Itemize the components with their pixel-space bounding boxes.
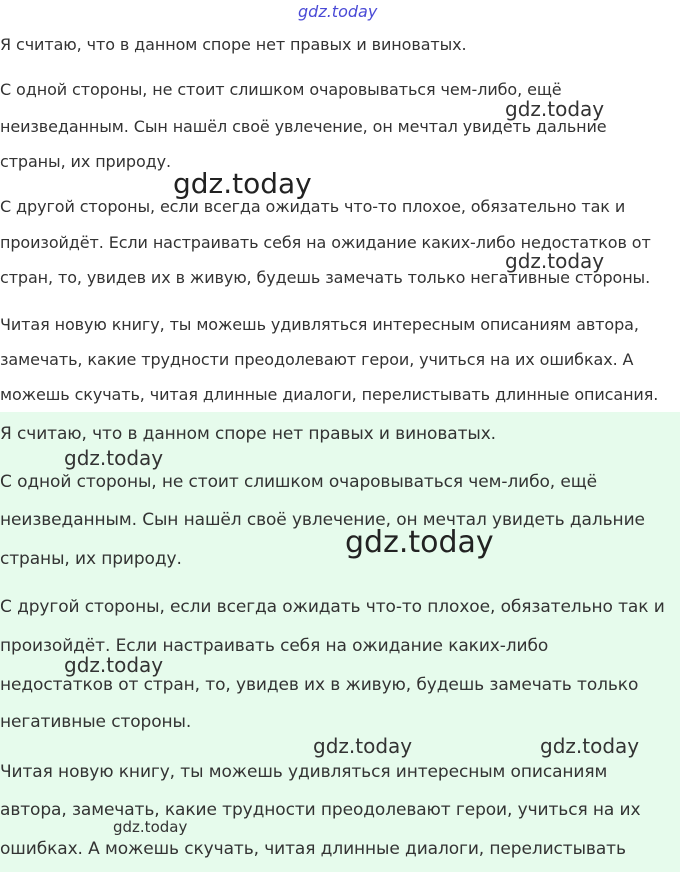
top-line-4: страны, их природу. xyxy=(0,152,171,171)
watermark-top: gdz.today xyxy=(298,2,378,21)
top-line-7: стран, то, увидев их в живую, будешь замечать только негативные стороны. xyxy=(0,268,651,287)
bottom-line-2: С одной стороны, не стоит слишком очаровываться чем-либо, ещё xyxy=(0,472,598,492)
bottom-line-8: негативные стороны. xyxy=(0,712,192,732)
watermark: gdz.today xyxy=(540,734,640,758)
bottom-text-block xyxy=(0,412,680,872)
bottom-line-6: произойдёт. Если настраивать себя на ожидание каких-либо xyxy=(0,636,549,656)
bottom-line-1: Я считаю, что в данном споре нет правых и виноватых. xyxy=(0,424,496,444)
watermark: gdz.today xyxy=(173,167,312,200)
top-line-3: неизведанным. Сын нашёл своё увлечение, он мечтал увидеть дальние xyxy=(0,117,607,136)
watermark: gdz.today xyxy=(505,97,605,121)
top-line-2: С одной стороны, не стоит слишком очаровываться чем-либо, ещё xyxy=(0,80,562,99)
bottom-line-4: страны, их природу. xyxy=(0,549,182,569)
bottom-line-3: неизведанным. Сын нашёл своё увлечение, он мечтал увидеть дальние xyxy=(0,510,645,530)
top-line-1: Я считаю, что в данном споре нет правых и виноватых. xyxy=(0,35,467,54)
bottom-line-11: ошибках. А можешь скучать, читая длинные диалоги, перелистывать xyxy=(0,839,626,859)
bottom-line-7: недостатков от стран, то, увидев их в живую, будешь замечать только xyxy=(0,675,639,695)
watermark: gdz.today xyxy=(113,818,188,836)
top-line-6: произойдёт. Если настраивать себя на ожидание каких-либо недостатков от xyxy=(0,233,651,252)
top-line-8: Читая новую книгу, ты можешь удивляться интересным описаниям автора, xyxy=(0,315,639,334)
watermark: gdz.today xyxy=(64,446,164,470)
watermark: gdz.today xyxy=(505,249,605,273)
top-text-block xyxy=(0,0,680,412)
bottom-line-10: автора, замечать, какие трудности преодолевают герои, учиться на их xyxy=(0,800,641,820)
top-line-10: можешь скучать, читая длинные диалоги, перелистывать длинные описания. xyxy=(0,385,659,404)
watermark: gdz.today xyxy=(64,653,164,677)
bottom-line-5: С другой стороны, если всегда ожидать что-то плохое, обязательно так и xyxy=(0,597,665,617)
watermark: gdz.today xyxy=(345,525,494,560)
watermark: gdz.today xyxy=(313,734,413,758)
top-line-9: замечать, какие трудности преодолевают герои, учиться на их ошибках. А xyxy=(0,350,634,369)
top-line-5: С другой стороны, если всегда ожидать что-то плохое, обязательно так и xyxy=(0,197,626,216)
bottom-line-9: Читая новую книгу, ты можешь удивляться интересным описаниям xyxy=(0,762,608,782)
